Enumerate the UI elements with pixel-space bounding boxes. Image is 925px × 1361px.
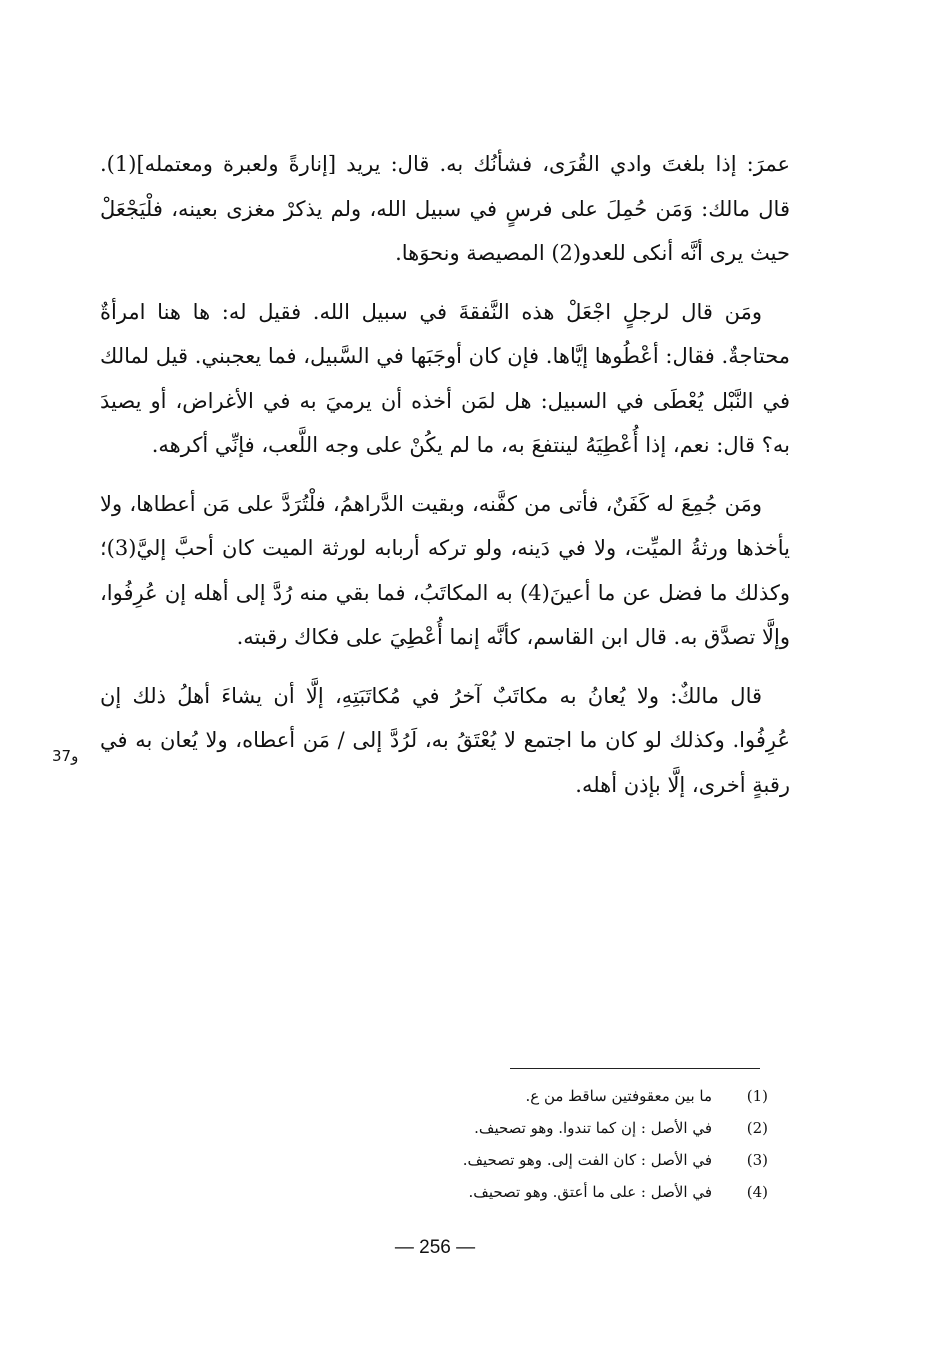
footnote-text: في الأصل : كان الفت إلى. وهو تصحيف. xyxy=(462,1151,712,1169)
footnote-3 xyxy=(300,1144,768,1176)
footnote-number: (2) xyxy=(746,1119,768,1137)
main-text-block xyxy=(100,142,790,821)
paragraph-3: ومَن جُمِعَ له كَفَنٌ، فأتى من كفَّنه، وبقيت الدَّراهمُ، فلْتُرَدَّ على مَن أعطاها، ولا يأخذها ورثةُ الميِّت، ولا في دَينه، ولو تركه أربابه لورثة الميت كان أحبَّ إليَّ(3)؛ وكذلك ما فضل عن ما أعينَ(4) به المكاتَبُ، فما بقي منه رُدَّ إلى أهله إن عُرِفُوا، وإلَّا تصدَّق به. قال ابن القاسم، كأنَّه إنما أُعْطِيَ على فكاك رقبته. xyxy=(100,491,790,649)
manuscript-folio-marker: 37و xyxy=(52,747,79,765)
footnote-1 xyxy=(300,1080,768,1112)
footnotes-section xyxy=(300,1080,768,1208)
footnote-divider xyxy=(510,1068,760,1069)
footnote-number: (1) xyxy=(746,1087,768,1105)
footnote-2 xyxy=(300,1112,768,1144)
footnote-number: (3) xyxy=(746,1151,768,1169)
footnote-text: ما بين معقوفتين ساقط من ع. xyxy=(525,1087,712,1105)
paragraph-2: ومَن قال لرجلٍ اجْعَلْ هذه النَّفقةَ في سبيل الله. فقيل له: ها هنا امرأةٌ محتاجةٌ. فقال: أعْطُوها إيَّاها. فإن كان أوجَبَها في السَّبيل، فما يعجبني. قيل لمالك في النَّبْل يُعْطَى في السبيل: هل لمَن أخذه أن يرميَ به في الأغراض، أو يصيدَ به؟ قال: نعم، إذا أُعْطِيَهُ لينتفعَ به، ما لم يكُنْ على وجه اللَّعب، فإنِّي أكرهه. xyxy=(100,299,790,457)
footnote-text: في الأصل : إن كما تندوا. وهو تصحيف. xyxy=(474,1119,712,1137)
paragraph-1: عمرَ: إذا بلغتَ وادي القُرَى، فشأنُك به. قال: يريد [إنارةً ولعبرة ومعتمله](1). قال مالك: وَمَن حُمِلَ على فرسٍ في سبيل الله، ولم يذكرْ مغزى بعينه، فلْيَجْعَلْ حيث يرى أنَّه أنكى للعدو(2) المصيصة ونحوَها. xyxy=(100,152,790,265)
page-number: — 256 — xyxy=(394,1237,476,1258)
footnote-number: (4) xyxy=(746,1183,768,1201)
footnote-text: في الأصل : على ما أعتق. وهو تصحيف. xyxy=(468,1183,712,1201)
paragraph-4: قال مالكٌ: ولا يُعانُ به مكاتَبٌ آخرُ في مُكاتَبَتِهِ، إلَّا أن يشاءَ أهلُ ذلك إن عُرِفُوا. وكذلك لو كان ما اجتمع لا يُعْتَقُ به، لَرُدَّ إلى / مَن أعطاه، ولا يُعان به في رقبةٍ أخرى، إلَّا بإذن أهله. xyxy=(100,683,790,797)
footnote-4 xyxy=(300,1176,768,1208)
